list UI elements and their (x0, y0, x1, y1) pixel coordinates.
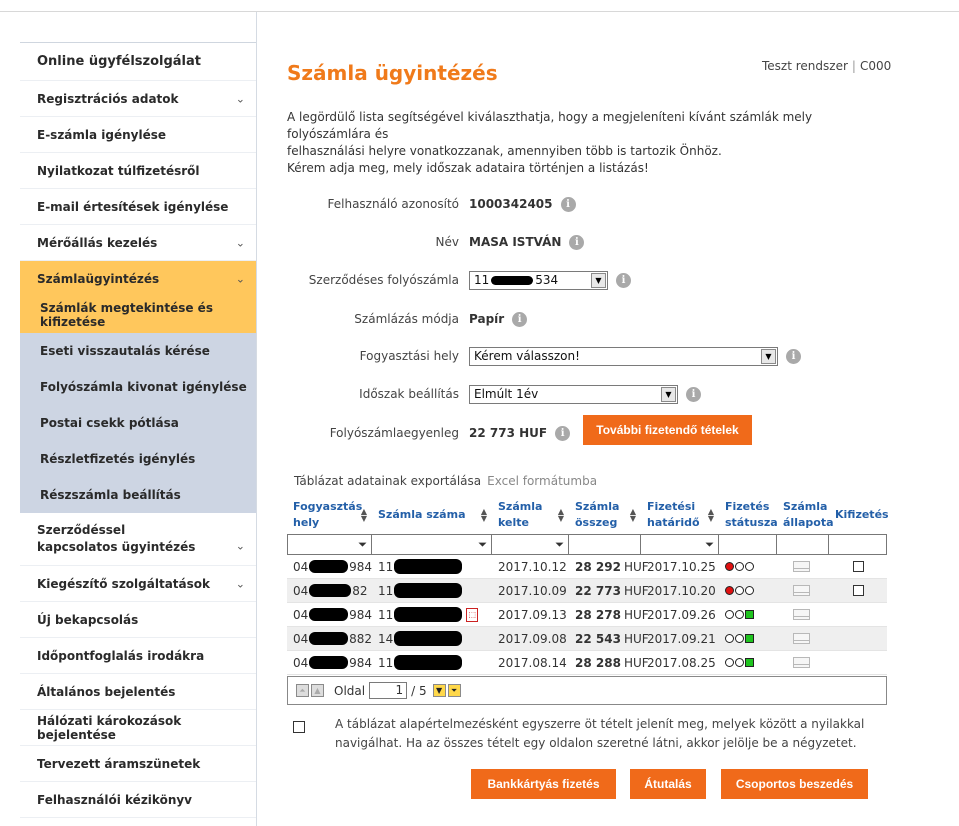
invoice-prefix: 11 (378, 655, 394, 670)
cell-due-date: 2017.09.26 (647, 607, 716, 622)
sidebar-item-general-report[interactable] (20, 674, 257, 710)
info-icon[interactable]: i (561, 197, 576, 212)
sidebar-item-label: Nyilatkozat túlfizetésről (37, 163, 200, 178)
col-place[interactable] (287, 495, 372, 534)
first-page-icon[interactable]: ⏶ (296, 684, 309, 697)
sidebar-item-new-connection[interactable] (20, 602, 257, 638)
amount-currency: HUF (623, 655, 649, 670)
sidebar-item-label: Hálózati károkozások bejelentése (37, 713, 182, 742)
pager (287, 676, 887, 705)
place-select-value: Kérem válasszon! (474, 348, 580, 363)
separator: | (851, 59, 856, 73)
sidebar-item-additional-services[interactable] (20, 566, 257, 602)
billing-row (287, 307, 937, 331)
info-icon[interactable]: i (555, 426, 570, 441)
filter-status (719, 535, 777, 554)
chevron-down-icon: ⌄ (235, 577, 245, 590)
col-due-date[interactable] (641, 495, 719, 534)
sidebar-item-label: Folyószámla kivonat igénylése (40, 380, 247, 394)
sidebar-item-label: Postai csekk pótlása (40, 416, 179, 430)
pay-checkbox[interactable] (853, 561, 864, 572)
cell-invoice-state[interactable] (777, 651, 829, 675)
name-label: Név (435, 235, 459, 249)
redaction (394, 631, 462, 646)
sidebar-item-contract[interactable] (20, 513, 257, 566)
sidebar-item-label: Időpontfoglalás irodákra (37, 648, 205, 663)
filter-place[interactable] (288, 535, 372, 554)
chevron-down-icon: ▼ (661, 387, 676, 402)
filter-row (287, 534, 887, 555)
envelope-icon[interactable] (793, 585, 810, 596)
col-invoice-state (777, 495, 834, 534)
billing-label: Számlázás módja (354, 312, 459, 326)
sort-icon: ▲ ▼ (557, 507, 564, 523)
amount-value: 28 288 (575, 655, 621, 670)
intro-line: Kérem adja meg, mely időszak adataira történjen a listázás! (287, 161, 649, 175)
page-total: / 5 (411, 683, 427, 698)
sidebar-item-label: Számlák megtekintése és kifizetése (40, 301, 213, 329)
place-prefix: 04 (293, 607, 309, 622)
cell-payment (829, 651, 887, 675)
sidebar-item-view-pay-invoices[interactable] (20, 297, 257, 333)
sidebar-item-label: Online ügyfélszolgálat (37, 54, 201, 69)
more-items-button[interactable]: További fizetendő tételek (583, 415, 752, 445)
sidebar-item-label: Részszámla beállítás (40, 488, 181, 502)
filter-due-date[interactable] (641, 535, 719, 554)
redaction (491, 276, 533, 285)
card-payment-button[interactable]: Bankkártyás fizetés (471, 769, 616, 799)
info-icon[interactable]: i (686, 387, 701, 402)
intro-line: felhasználási helyre vonatkozzanak, amennyiben több is tartozik Önhöz. (287, 144, 722, 158)
cell-invoice-number[interactable] (372, 651, 492, 675)
cell-invoice-date: 2017.10.12 (498, 559, 567, 574)
place-label: Fogyasztási hely (359, 349, 459, 363)
filter-icon[interactable]: ⏷ (478, 538, 487, 551)
cell-amount (569, 627, 649, 651)
period-label: Időszak beállítás (359, 387, 459, 401)
amount-currency: HUF (623, 631, 649, 646)
pay-checkbox[interactable] (853, 585, 864, 596)
filter-invoice-date[interactable] (492, 535, 569, 554)
envelope-icon[interactable] (793, 657, 810, 668)
page-input[interactable]: 1 (369, 682, 407, 699)
cell-invoice-state[interactable] (777, 603, 829, 627)
col-label: Számla száma (378, 507, 466, 521)
page-title: Számla ügyintézés (287, 61, 498, 85)
filter-invoice-number[interactable] (372, 535, 492, 554)
col-payment (829, 495, 887, 534)
table-row[interactable] (287, 579, 887, 603)
place-prefix: 04 (293, 559, 309, 574)
place-prefix: 04 (293, 583, 309, 598)
balance-label: Folyószámlaegyenleg (329, 426, 459, 440)
redaction (394, 655, 462, 670)
col-label: Számla állapota (783, 499, 834, 529)
sidebar-item-appointment[interactable] (20, 638, 257, 674)
sidebar-item-postal-cheque[interactable] (20, 405, 257, 441)
cell-due-date: 2017.10.25 (647, 559, 716, 574)
sidebar-item-label: Felhasználói kézikönyv (37, 792, 193, 807)
chevron-down-icon: ▼ (761, 349, 776, 364)
table-body (287, 555, 887, 675)
payment-status-unpaid-icon (725, 562, 754, 571)
cell-payment-status (719, 555, 777, 579)
amount-value: 28 278 (575, 607, 621, 622)
show-all-note: A táblázat alapértelmezésként egyszerre öt tételt jelenít meg, melyek között a nyilakkal navigálhat. Ha az összes tételt egy oldalon szeretné látni, akkor jelölje be a négyzetet. (335, 717, 865, 750)
redaction (309, 656, 348, 669)
cell-amount (569, 579, 649, 603)
redaction (394, 559, 462, 574)
cell-invoice-number[interactable] (372, 579, 492, 603)
sidebar-item-label: Új bekapcsolás (37, 612, 139, 627)
amount-value: 22 543 (575, 631, 621, 646)
amount-value: 22 773 (575, 583, 621, 598)
cell-place (287, 627, 372, 651)
amount-value: 28 292 (575, 559, 621, 574)
envelope-icon[interactable] (793, 633, 810, 644)
cell-payment-status (719, 579, 777, 603)
filter-payment (829, 535, 886, 554)
group-collection-button[interactable]: Csoportos beszedés (721, 769, 868, 799)
place-prefix: 04 (293, 655, 309, 670)
cell-payment-status (719, 627, 777, 651)
sidebar-item-partial-invoice[interactable] (20, 477, 257, 513)
system-name: Teszt rendszer (762, 59, 848, 73)
cell-place (287, 579, 372, 603)
place-suffix: 82 (352, 583, 368, 598)
cell-invoice-date: 2017.10.09 (498, 583, 567, 598)
cell-invoice-date: 2017.09.13 (498, 607, 567, 622)
info-icon[interactable]: i (786, 349, 801, 364)
redaction (309, 584, 351, 597)
info-icon[interactable]: i (616, 273, 631, 288)
last-page-icon[interactable]: ⏷ (448, 684, 461, 697)
period-row (287, 382, 937, 406)
sort-icon: ▲ ▼ (629, 507, 636, 523)
balance-value: 22 773 HUF (469, 426, 548, 440)
name-row (287, 230, 937, 254)
col-label: Fizetés státusza (725, 499, 778, 529)
place-suffix: 984 (349, 607, 372, 622)
account-suffix: 534 (535, 272, 559, 287)
col-label: Számla kelte (498, 499, 543, 529)
sidebar-item-label: Eseti visszautalás kérése (40, 344, 210, 358)
sidebar-item-registration[interactable] (20, 81, 257, 117)
payment-status-paid-icon (725, 610, 754, 619)
sidebar-item-meter-reading[interactable] (20, 225, 257, 261)
cell-invoice-date: 2017.09.08 (498, 631, 567, 646)
page-label: Oldal (334, 683, 366, 698)
sort-icon: ▲ ▼ (360, 507, 367, 523)
sidebar-divider (256, 12, 257, 826)
sort-icon: ▲ ▼ (707, 507, 714, 523)
envelope-icon[interactable] (793, 561, 810, 572)
transfer-button[interactable]: Átutalás (630, 769, 706, 799)
account-row (287, 268, 937, 292)
sidebar-item-refund-request[interactable] (20, 333, 257, 369)
table-row[interactable] (287, 627, 887, 651)
system-info (762, 59, 891, 73)
place-row (287, 344, 937, 368)
amount-currency: HUF (623, 583, 649, 598)
col-label: Fizetési határidő (647, 499, 700, 529)
redaction (394, 607, 462, 622)
cell-invoice-state[interactable] (777, 555, 829, 579)
sidebar-item-invoice-management[interactable] (20, 261, 257, 297)
col-invoice-date[interactable] (492, 495, 569, 534)
payment-status-unpaid-icon (725, 586, 754, 595)
intro-line: A legördülő lista segítségével kiválaszthatja, hogy a megjeleníteni kívánt számlák mely folyószámlára és (287, 110, 813, 141)
cell-invoice-number[interactable] (372, 603, 492, 627)
billing-value: Papír (469, 312, 505, 326)
info-icon[interactable]: i (569, 235, 584, 250)
show-all-checkbox[interactable] (293, 721, 305, 733)
sidebar-item-user-manual[interactable] (20, 782, 257, 818)
table-header (287, 495, 887, 534)
payment-status-paid-icon (725, 634, 754, 643)
sidebar-item-label: Kiegészítő szolgáltatások (37, 576, 210, 591)
table-row[interactable] (287, 651, 887, 675)
cell-amount (569, 651, 649, 675)
invoice-prefix: 14 (378, 631, 394, 646)
amount-currency: HUF (623, 559, 649, 574)
cell-due-date: 2017.10.20 (647, 583, 716, 598)
redaction (309, 632, 348, 645)
sidebar-item-account-statement[interactable] (20, 369, 257, 405)
envelope-icon[interactable] (793, 609, 810, 620)
period-select[interactable] (469, 385, 678, 404)
cell-invoice-number[interactable] (372, 555, 492, 579)
chevron-down-icon: ⌄ (235, 539, 245, 553)
cell-payment (829, 579, 887, 603)
filter-icon[interactable]: ⏷ (358, 538, 367, 551)
cell-amount (569, 603, 649, 627)
cell-payment-status (719, 603, 777, 627)
redaction (309, 608, 348, 621)
sidebar-item-label: E-számla igénylése (37, 127, 167, 142)
cell-place (287, 555, 372, 579)
amount-currency: HUF (623, 607, 649, 622)
cell-invoice-number[interactable] (372, 627, 492, 651)
export-excel-link[interactable]: Excel formátumba (487, 474, 598, 488)
user-id-label: Felhasználó azonosító (327, 197, 459, 211)
name-value: MASA ISTVÁN (469, 235, 562, 249)
export-row (294, 474, 597, 488)
chevron-down-icon: ⌄ (235, 236, 245, 249)
prev-page-icon[interactable]: ▲ (311, 684, 324, 697)
system-code: C000 (859, 59, 892, 73)
col-label: Számla összeg (575, 499, 620, 529)
table-row[interactable] (287, 603, 887, 627)
place-suffix: 984 (349, 655, 372, 670)
next-page-icon[interactable]: ▼ (433, 684, 446, 697)
cell-invoice-date: 2017.08.14 (498, 655, 567, 670)
cell-payment-status (719, 651, 777, 675)
redaction (394, 583, 462, 598)
col-payment-status (719, 495, 777, 534)
sidebar-item-online-customer-service[interactable] (20, 43, 257, 81)
user-id-row (287, 192, 937, 216)
col-invoice-number[interactable] (372, 495, 492, 534)
col-label: Kifizetés (835, 507, 889, 521)
account-label: Szerződéses folyószámla (308, 273, 459, 287)
sort-icon: ▲ ▼ (480, 507, 487, 523)
sidebar-item-label: Regisztrációs adatok (37, 91, 179, 106)
table-row[interactable] (287, 555, 887, 579)
sidebar-item-installment[interactable] (20, 441, 257, 477)
invoice-table (287, 495, 887, 675)
sidebar-item-network-damage[interactable] (20, 710, 257, 746)
cell-payment (829, 555, 887, 579)
sidebar-item-overpayment[interactable] (20, 153, 257, 189)
col-amount[interactable] (569, 495, 641, 534)
cell-due-date: 2017.09.21 (647, 631, 716, 646)
intro-text (287, 109, 887, 177)
invoice-prefix: 11 (378, 607, 394, 622)
info-icon[interactable]: i (512, 312, 527, 327)
account-select[interactable] (469, 271, 608, 290)
filter-icon[interactable]: ⏷ (555, 538, 564, 551)
export-label: Táblázat adatainak exportálása (294, 474, 482, 488)
invoice-prefix: 11 (378, 583, 394, 598)
sidebar-item-label: E-mail értesítések igénylése (37, 199, 229, 214)
cell-invoice-state[interactable] (777, 579, 829, 603)
col-label: Fogyasztás hely (293, 499, 363, 529)
place-suffix: 984 (349, 559, 372, 574)
chevron-down-icon: ▼ (591, 273, 606, 288)
user-id-value: 1000342405 (469, 197, 553, 211)
period-select-value: Elmúlt 1év (474, 386, 539, 401)
redaction (309, 560, 348, 573)
chevron-down-icon: ⌄ (235, 92, 245, 105)
place-select[interactable] (469, 347, 778, 366)
cell-payment (829, 627, 887, 651)
sidebar-item-label: Szerződéssel kapcsolatos ügyintézés (37, 523, 196, 554)
sidebar-item-label: Tervezett áramszünetek (37, 756, 201, 771)
pdf-icon[interactable]: ⬚ (466, 608, 478, 622)
cell-due-date: 2017.08.25 (647, 655, 716, 670)
place-prefix: 04 (293, 631, 309, 646)
filter-state (777, 535, 829, 554)
account-prefix: 11 (474, 272, 490, 287)
filter-amount (569, 535, 641, 554)
cell-amount (569, 555, 649, 579)
cell-place (287, 651, 372, 675)
sidebar-item-label: Számlaügyintézés (37, 272, 160, 286)
sidebar-item-label: Részletfizetés igénylés (40, 452, 196, 466)
filter-icon[interactable]: ⏷ (705, 538, 714, 551)
sidebar (20, 42, 257, 826)
invoice-prefix: 11 (378, 559, 394, 574)
sidebar-item-label: Mérőállás kezelés (37, 235, 158, 250)
sidebar-item-planned-outages[interactable] (20, 746, 257, 782)
sidebar-item-e-invoice[interactable] (20, 117, 257, 153)
chevron-down-icon: ⌄ (235, 272, 245, 286)
place-suffix: 882 (349, 631, 372, 646)
cell-place (287, 603, 372, 627)
cell-payment (829, 603, 887, 627)
cell-invoice-state[interactable] (777, 627, 829, 651)
sidebar-item-email-notifications[interactable] (20, 189, 257, 225)
payment-status-paid-icon (725, 658, 754, 667)
top-bar (0, 0, 959, 12)
sidebar-item-label: Általános bejelentés (37, 684, 176, 699)
